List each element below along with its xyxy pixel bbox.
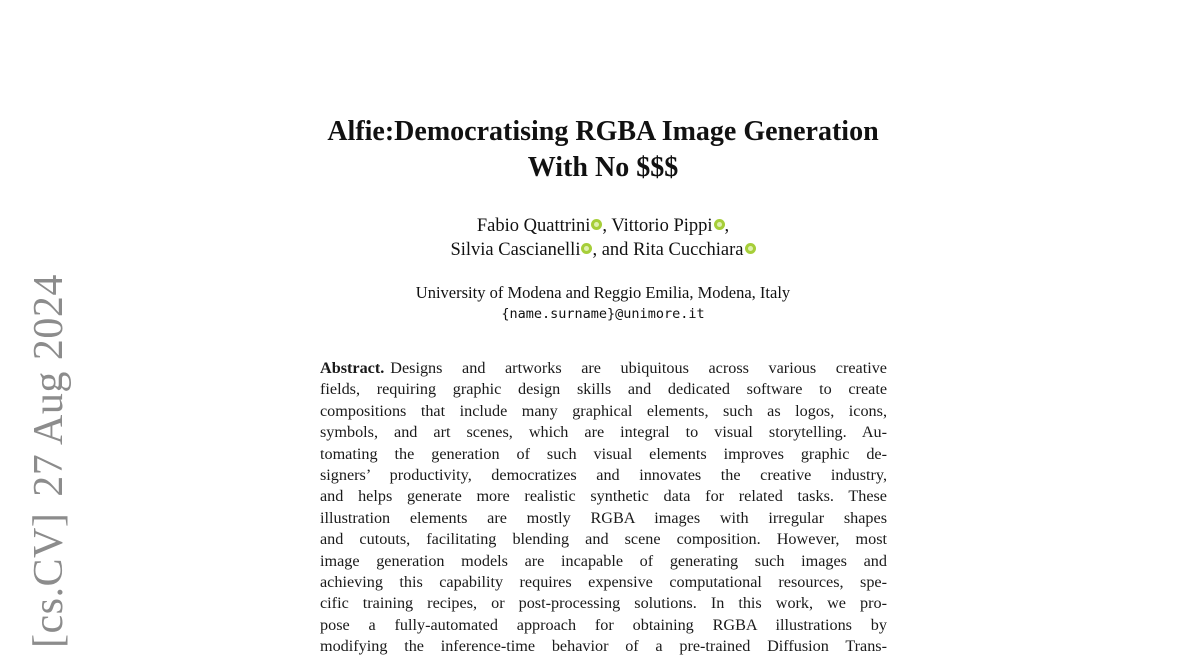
author-list: [300, 214, 906, 262]
abstract-line: Abstract. Designs and artworks are ubiquitous across various creative: [320, 359, 887, 377]
abstract-line: compositions that include many graphical elements, such as logos, icons,: [320, 401, 887, 420]
author-name: Vittorio Pippi: [611, 216, 713, 236]
author-name: Fabio Quattrini: [476, 216, 591, 236]
abstract-line: cific training recipes, or post-processing solutions. In this work, we pro-: [320, 594, 887, 613]
arxiv-category: [cs.CV]: [26, 512, 72, 648]
abstract-line: fields, requiring graphic design skills and dedicated software to create: [320, 380, 887, 399]
abstract-line: modifying the inference-time behavior of a pre-trained Diffusion Trans-: [320, 637, 887, 656]
abstract-line: symbols, and art scenes, which are integral to visual storytelling. Au-: [320, 423, 887, 442]
abstract-line: achieving this capability requires expensive computational resources, spe-: [320, 573, 887, 592]
email-address: {name.surname}@unimore.it: [501, 306, 705, 322]
orcid-icon[interactable]: [581, 243, 592, 254]
author-separator: ,: [724, 216, 730, 236]
author-separator: , and: [592, 240, 634, 260]
abstract-line: and helps generate more realistic synthetic data for related tasks. These: [320, 487, 887, 506]
arxiv-side-stamp: [28, 274, 70, 648]
author-name: Silvia Cascianelli: [450, 240, 581, 260]
abstract-line: signers’ productivity, democratizes and innovates the creative industry,: [320, 466, 887, 485]
title-line-2: With No $$$: [527, 152, 679, 183]
affiliation: University of Modena and Reggio Emilia, Modena, Italy: [415, 283, 791, 302]
author-separator: ,: [602, 216, 612, 236]
abstract-line: tomating the generation of such visual elements improves graphic de-: [320, 444, 887, 463]
abstract-line: and cutouts, facilitating blending and scene composition. However, most: [320, 530, 887, 549]
orcid-icon[interactable]: [714, 219, 725, 230]
abstract-line: image generation models are incapable of generating such images and: [320, 551, 887, 570]
orcid-icon[interactable]: [591, 219, 602, 230]
title-line-1: Alfie:Democratising RGBA Image Generation: [327, 116, 879, 147]
paper-title: [220, 114, 986, 186]
abstract-line: illustration elements are mostly RGBA images with irregular shapes: [320, 508, 887, 527]
affiliation-block: [300, 282, 906, 324]
arxiv-date: 27 Aug 2024: [26, 274, 72, 497]
orcid-icon[interactable]: [745, 243, 756, 254]
author-name: Rita Cucchiara: [633, 240, 744, 260]
abstract-heading: Abstract.: [320, 359, 385, 377]
abstract-line: pose a fully-automated approach for obtaining RGBA illustrations by: [320, 615, 887, 634]
abstract: [320, 358, 887, 658]
